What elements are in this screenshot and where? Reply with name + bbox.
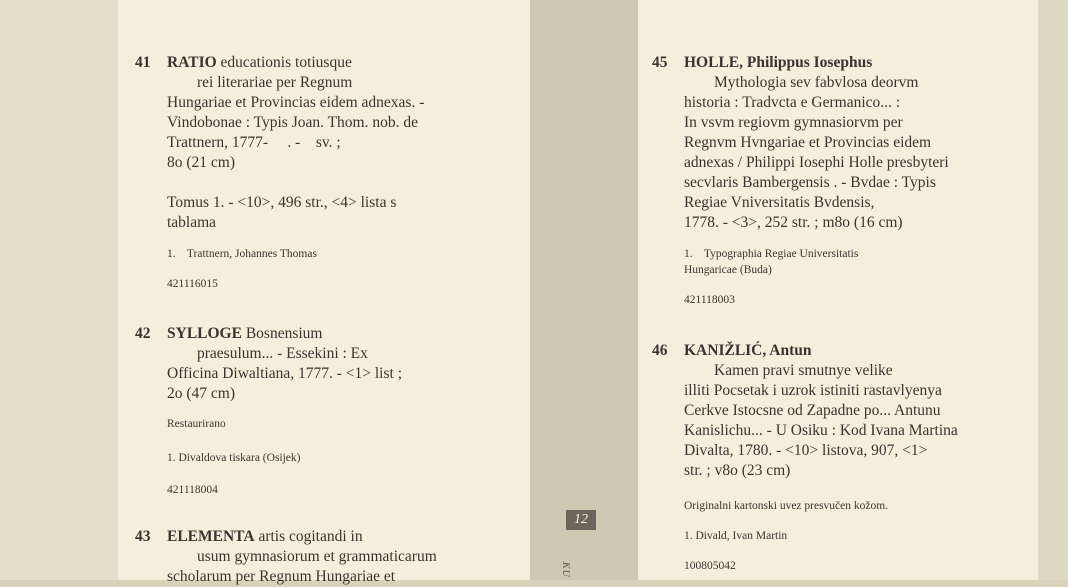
entry-number: 42 [135,325,151,342]
entry-heading: ELEMENTA [167,528,255,545]
entry-heading: RATIO [167,54,217,71]
entry-line: historia : Tradvcta e Germanico... : [684,94,901,111]
entry-number: 46 [652,342,668,359]
entry-note: Originalni kartonski uvez presvučen kožom. [684,500,889,512]
entry-heading-line [167,324,402,344]
entry-heading-rest: educationis totiusque [220,54,352,71]
catalog-entry-45 [652,53,949,233]
catalog-entry-41 [135,53,425,173]
right-page-edge [1038,0,1068,580]
entry-heading: HOLLE, Philippus Iosephus [684,54,873,71]
entry-volume-info [167,193,396,233]
entry-line: Divalta, 1780. - <10> listova, 907, <1> [684,442,928,459]
entry-indent-line: rei literariae per Regnum [197,74,353,91]
entry-number: 43 [135,528,151,545]
entry-id: 421116015 [167,278,218,290]
entry-indent-line: usum gymnasiorum et grammaticarum [197,548,437,565]
entry-note: 1. Divaldova tiskara (Osijek) [167,452,301,464]
entry-heading: SYLLOGE [167,325,242,342]
entry-indent-line: praesulum... - Essekini : Ex [197,345,368,362]
entry-line: illiti Pocsetak i uzrok istiniti rastavlyenya [684,382,942,399]
entry-line: scholarum per Regnum Hungariae et [167,568,396,585]
entry-line: Kanislichu... - U Osiku : Kod Ivana Martina [684,422,958,439]
entry-line: str. ; v8o (23 cm) [684,462,791,479]
catalog-entry-42 [135,324,403,404]
entry-line: 1778. - <3>, 252 str. ; m8o (16 cm) [684,214,903,231]
catalog-entry-46 [652,341,958,481]
entry-indent-line: Kamen pravi smutnye velike [714,362,893,379]
entry-line: secvlaris Bambergensis . - Bvdae : Typis [684,174,936,191]
entry-line: tablama [167,214,217,231]
entry-line: adnexas / Philippi Iosephi Holle presbyteri [684,154,949,171]
entry-number: 41 [135,54,151,71]
entry-heading-line [167,527,437,547]
entry-note: 1. Divald, Ivan Martin [684,530,788,542]
entry-heading-rest: artis cogitandi in [258,528,363,545]
entry-note: Hungaricae (Buda) [684,264,772,276]
entry-indent-line: Mythologia sev fabvlosa deorvm [714,74,919,91]
entry-heading-line [167,53,424,73]
entry-line: Hungariae et Provincias eidem adnexas. - [167,94,425,111]
entry-line: Tomus 1. - <10>, 496 str., <4> lista s [167,194,397,211]
entry-id: 100805042 [684,560,736,572]
entry-note: 1. Typographia Regiae Universitatis [684,248,859,260]
entry-line: Trattnern, 1777- . - sv. ; [167,134,341,151]
page-number: 12 [566,510,596,530]
entry-note: 1. Trattnern, Johannes Thomas [167,248,317,260]
catalog-entry-43 [135,527,437,587]
entry-heading-rest: Bosnensium [245,325,323,342]
entry-note: Restaurirano [167,418,226,430]
entry-number: 45 [652,54,668,71]
running-header: KU [560,562,571,578]
entry-line: Vindobonae : Typis Joan. Thom. nob. de [167,114,418,131]
entry-id: 421118003 [684,294,735,306]
entry-line: Officina Diwaltiana, 1777. - <1> list ; [167,365,403,382]
book-gutter [530,0,638,580]
entry-line: 2o (47 cm) [167,385,236,402]
entry-line: In vsvm regiovm gymnasiorvm per [684,114,903,131]
entry-line: Cerkve Istocsne od Zapadne po... Antunu [684,402,941,419]
entry-id: 421118004 [167,484,218,496]
entry-heading: KANIŽLIĆ, Antun [684,342,812,359]
entry-line: Regnvm Hvngariae et Provincias eidem [684,134,932,151]
entry-line: Regiae Vniversitatis Bvdensis, [684,194,875,211]
entry-line: 8o (21 cm) [167,154,236,171]
left-page-margin [0,0,118,580]
